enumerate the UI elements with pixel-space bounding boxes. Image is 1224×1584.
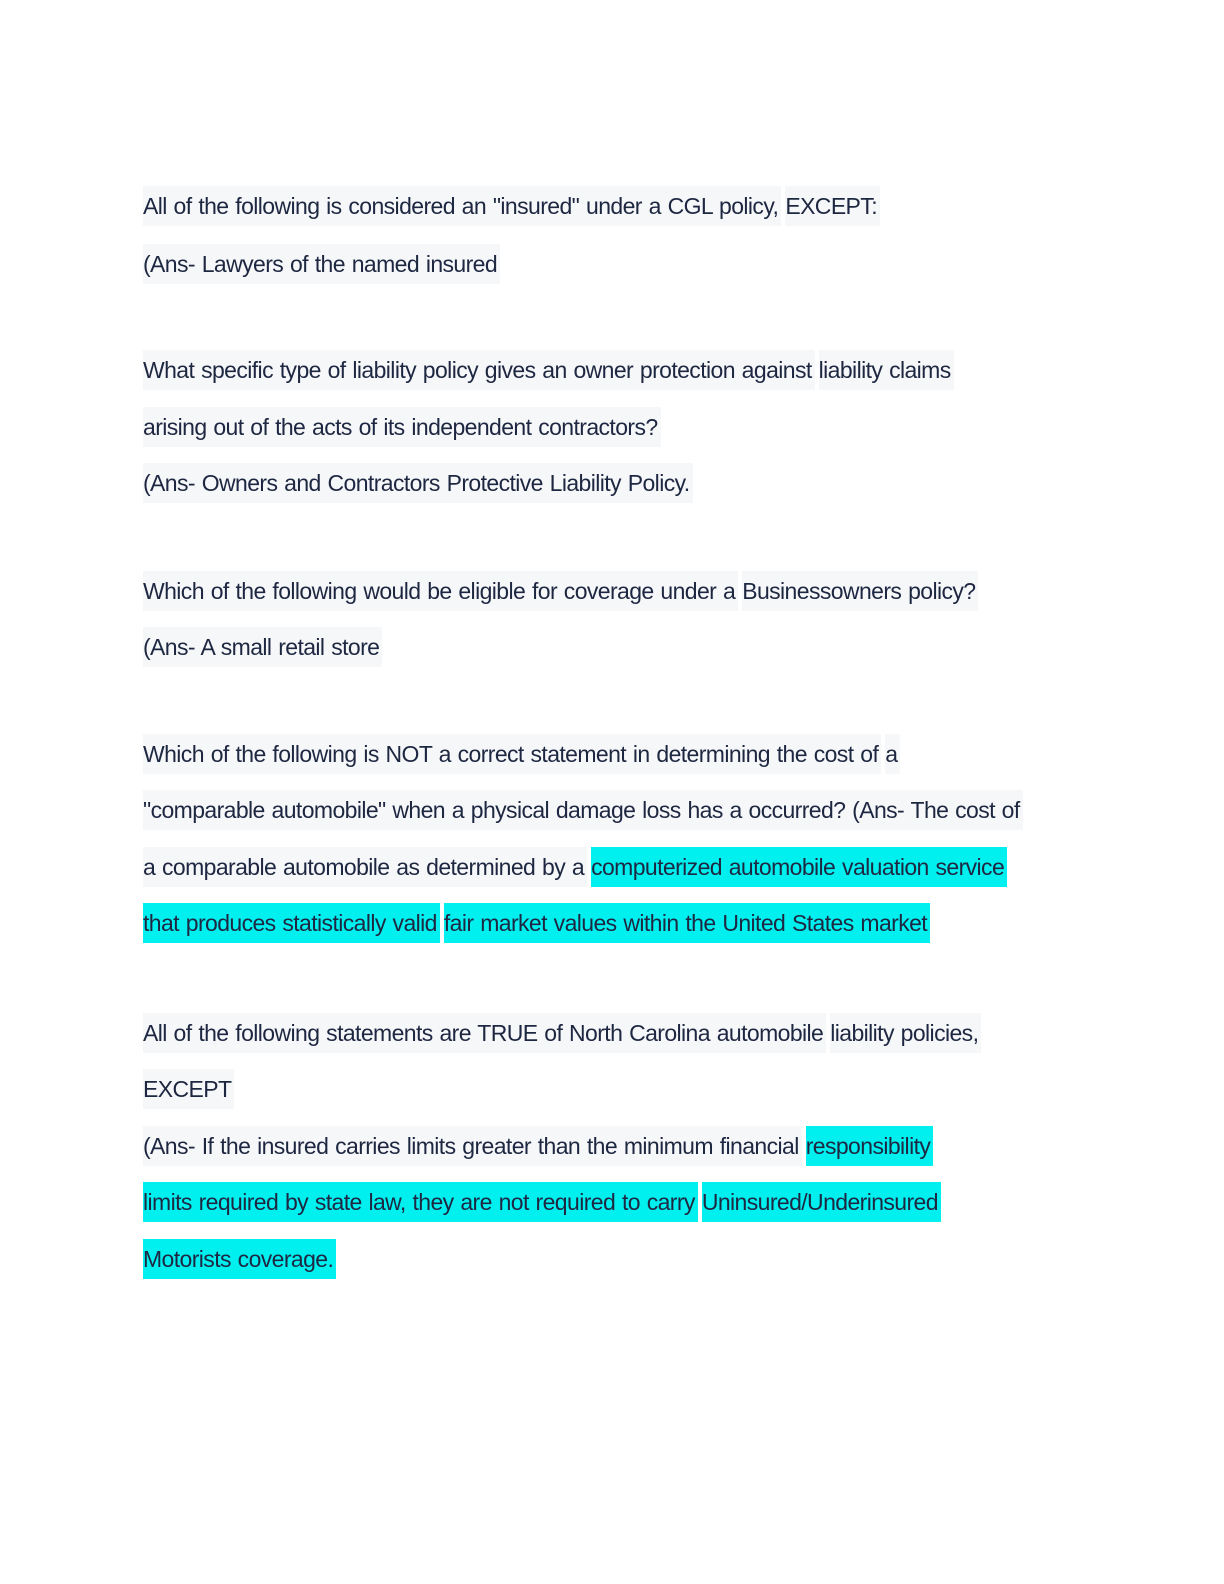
highlighted-text-segment: Motorists coverage.	[143, 1239, 336, 1279]
text-segment: All of the following is considered an "insured" under a CGL policy,	[143, 186, 781, 226]
text-segment: (Ans- If the insured carries limits greater than the minimum financial	[143, 1126, 802, 1166]
question-3-line-1	[143, 571, 978, 611]
highlighted-text-segment: limits required by state law, they are not required to carry	[143, 1182, 698, 1222]
text-segment: EXCEPT:	[785, 186, 880, 226]
answer-5-line-3	[143, 1239, 336, 1279]
answer-2-line-1	[143, 463, 693, 503]
highlighted-text-segment: that produces statistically valid	[143, 903, 440, 943]
answer-3-line-1	[143, 627, 382, 667]
highlighted-text-segment: fair market values within the United States market	[444, 903, 930, 943]
question-2-line-2	[143, 407, 661, 447]
question-2-line-1	[143, 350, 954, 390]
question-1-line-1	[143, 186, 880, 226]
text-segment: a	[885, 734, 900, 774]
text-segment: All of the following statements are TRUE of North Carolina automobile	[143, 1013, 826, 1053]
text-segment: (Ans- A small retail store	[143, 627, 382, 667]
question-4-line-1	[143, 734, 900, 774]
question-4-line-3	[143, 847, 1007, 887]
text-segment: "comparable automobile" when a physical damage loss has a occurred? (Ans- The cost of	[143, 790, 1023, 830]
highlighted-text-segment: Uninsured/Underinsured	[702, 1182, 941, 1222]
text-segment: Which of the following is NOT a correct statement in determining the cost of	[143, 734, 881, 774]
highlighted-text-segment: responsibility	[806, 1126, 934, 1166]
text-segment: What specific type of liability policy gives an owner protection against	[143, 350, 815, 390]
question-4-line-4	[143, 903, 930, 943]
text-segment: liability claims	[819, 350, 954, 390]
text-segment: Which of the following would be eligible for coverage under a	[143, 571, 738, 611]
question-5-line-1	[143, 1013, 981, 1053]
answer-5-line-1	[143, 1126, 933, 1166]
text-segment: (Ans- Lawyers of the named insured	[143, 244, 500, 284]
question-4-line-2	[143, 790, 1023, 830]
text-segment: a comparable automobile as determined by a	[143, 847, 587, 887]
highlighted-text-segment: computerized automobile valuation service	[591, 847, 1007, 887]
text-segment: Businessowners policy?	[742, 571, 978, 611]
answer-1-line-1	[143, 244, 500, 284]
text-segment: arising out of the acts of its independent contractors?	[143, 407, 661, 447]
text-segment: EXCEPT	[143, 1069, 234, 1109]
question-5-line-2	[143, 1069, 234, 1109]
text-segment: (Ans- Owners and Contractors Protective Liability Policy.	[143, 463, 693, 503]
text-segment: liability policies,	[830, 1013, 981, 1053]
answer-5-line-2	[143, 1182, 941, 1222]
